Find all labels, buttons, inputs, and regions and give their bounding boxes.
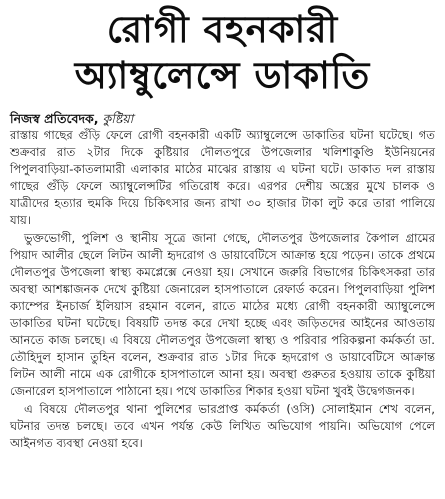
paragraph-2: ভুক্তভোগী, পুলিশ ও স্থানীয় সূত্রে জানা গেছে, দৌলতপুর উপজেলার কৈপাল গ্রামের পিয়াদ আলীর ছেলে লিটন আলী হৃদরোগ ও ডায়াবেটিসে আক্রান্ত হয়ে পড়েন। তাকে প্রথমে দৌলতপুর উপজেলা স্বাস্থ্য কমপ্লেক্সে নেওয়া হয়। সেখানে জরুরি বিভাগের চিকিৎসকরা তার অবস্থা আশঙ্কাজনক দেখে কুষ্টিয়া জেনারেল হাসপাতালে রেফার্ড করেন। পিপুলবাড়িয়া পুলিশ ক্যাম্পের ইনচার্জ ইলিয়াস রহমান বলেন, রাতে মাঠের মধ্যে রোগী বহনকারী অ্যাম্বুলেন্সে ডাকাতির ঘটনা ঘটেছে। বিষয়টি তদন্ত করে দেখা হচ্ছে এবং জড়িতদের আইনের আওতায় আনতে কাজ চলছে। এ বিষয়ে দৌলতপুর উপজেলা স্বাস্থ্য ও পরিবার পরিকল্পনা কর্মকর্তা ডা. তৌহিদুল হাসান তুহিন বলেন, শুক্রবার রাত ১টার দিকে হৃদরোগ ও ডায়াবেটিসে আক্রান্ত লিটন আলী নামে এক রোগীকে হাসপাতালে আনা হয়। অবস্থা গুরুতর হওয়ায় তাকে কুষ্টিয়া জেনারেল হাসপাতালে পাঠানো হয়। পথে ডাকাতির শিকার হওয়া ঘটনা খুবই উদ্বেগজনক। [10, 230, 435, 399]
byline-reporter: নিজস্ব প্রতিবেদক, [10, 111, 99, 126]
byline [10, 110, 435, 127]
headline [10, 8, 435, 98]
headline-line-1: রোগী বহনকারী [106, 8, 339, 51]
byline-place: কুষ্টিয়া [102, 111, 134, 126]
paragraph-1: রাস্তায় গাছের গুঁড়ি ফেলে রোগী বহনকারী একটি অ্যাম্বুলেন্সে ডাকাতির ঘটনা ঘটেছে। গত শুক্রবার রাত ২টার দিকে কুষ্টিয়ার দৌলতপুরে উপজেলার খলিশাকুণ্ডি ইউনিয়নের পিপুলবাড়িয়া-কাতলামারী এলাকার মাঠের মাঝের রাস্তায় এ ঘটনা ঘটে। ডাকাত দল রাস্তায় গাছের গুঁড়ি ফেলে অ্যাম্বুলেন্সটির গতিরোধ করে। এরপর দেশীয় অস্ত্রের মুখে চালক ও যাত্রীদের হত্যার হুমকি দিয়ে চিকিৎসার জন্য রাখা ৩০ হাজার টাকা লুট করে তারা পালিয়ে যায়। [10, 128, 435, 228]
headline-line-2: অ্যাম্বুলেন্সে ডাকাতি [74, 54, 371, 97]
paragraph-3: এ বিষয়ে দৌলতপুর থানা পুলিশের ভারপ্রাপ্ত কর্মকর্তা (ওসি) সোলাইমান শেখ বলেন, ঘটনার তদন্ত চলছে। তবে এখন পর্যন্ত কেউ লিখিত অভিযোগ পায়নি। অভিযোগ পেলে আইনগত ব্যবস্থা নেওয়া হবে। [10, 401, 435, 450]
article-body [10, 127, 435, 452]
